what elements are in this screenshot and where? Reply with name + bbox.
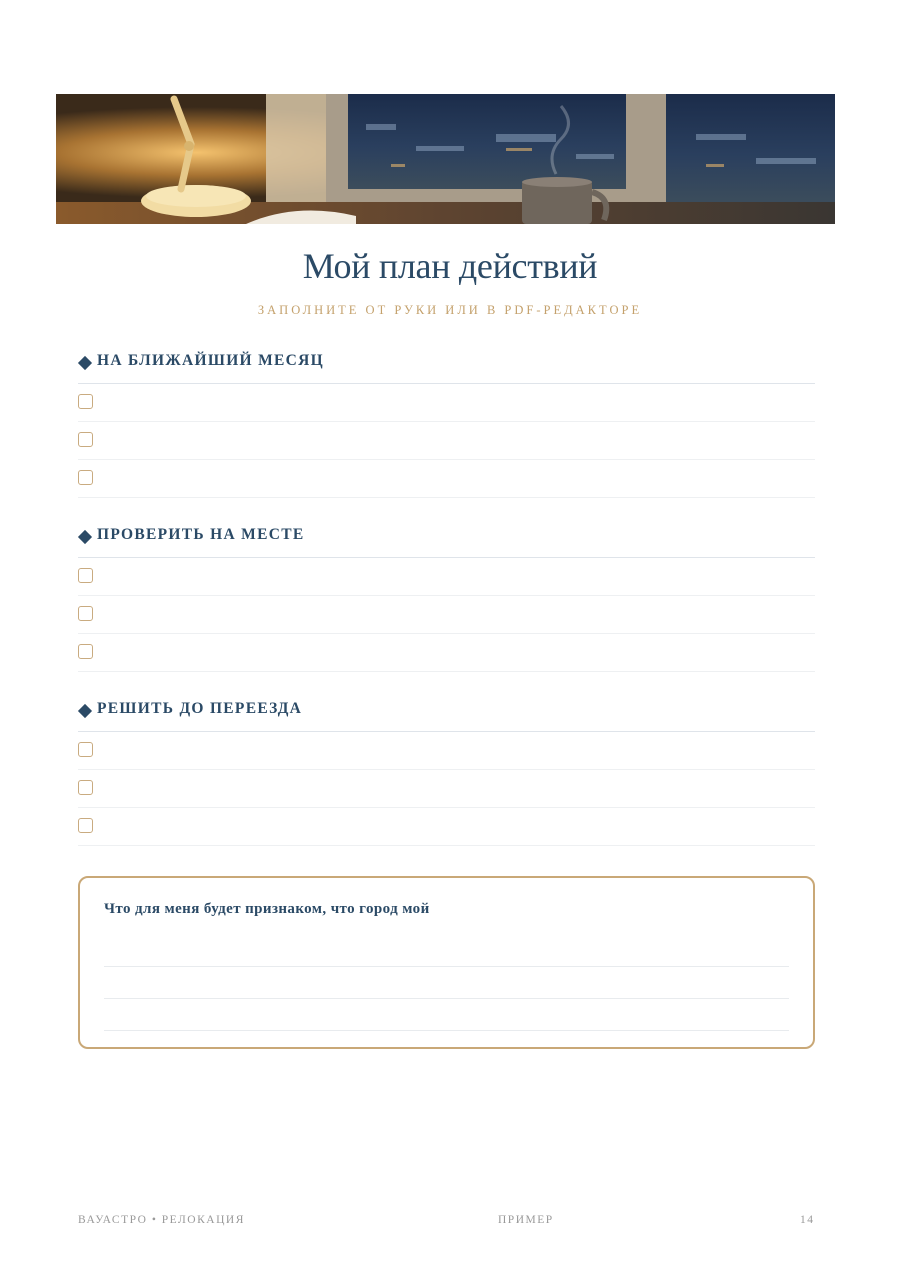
checklist-row: [78, 732, 815, 770]
checklist-row: [78, 596, 815, 634]
checkbox[interactable]: [78, 742, 93, 757]
hero-image: [56, 94, 835, 224]
section-title: РЕШИТЬ ДО ПЕРЕЕЗДА: [97, 700, 303, 717]
section-next-month: [78, 345, 815, 498]
checklist-row: [78, 808, 815, 846]
section-check-on-site: [78, 519, 815, 672]
checkbox[interactable]: [78, 432, 93, 447]
checklist-row: [78, 384, 815, 422]
checkbox[interactable]: [78, 780, 93, 795]
diamond-icon: [78, 704, 92, 718]
checklist-row: [78, 634, 815, 672]
page-number: 14: [800, 1214, 815, 1226]
checklist-row: [78, 460, 815, 498]
reflection-box: [78, 876, 815, 1049]
page-title: Мой план действий: [302, 246, 598, 286]
diamond-icon: [78, 530, 92, 544]
checkbox[interactable]: [78, 470, 93, 485]
section-title: НА БЛИЖАЙШИЙ МЕСЯЦ: [97, 352, 324, 369]
answer-line[interactable]: [104, 1030, 789, 1031]
section-title: ПРОВЕРИТЬ НА МЕСТЕ: [97, 526, 305, 543]
answer-line[interactable]: [104, 966, 789, 967]
checkbox[interactable]: [78, 606, 93, 621]
checkbox[interactable]: [78, 568, 93, 583]
checklist-row: [78, 558, 815, 596]
checklist-row: [78, 770, 815, 808]
checkbox[interactable]: [78, 394, 93, 409]
section-header: [78, 345, 815, 384]
checkbox[interactable]: [78, 818, 93, 833]
answer-line[interactable]: [104, 998, 789, 999]
reflection-question: Что для меня будет признаком, что город мой: [104, 901, 430, 917]
section-before-move: [78, 693, 815, 846]
footer-label: ПРИМЕР: [498, 1214, 554, 1226]
checklist-row: [78, 422, 815, 460]
section-header: [78, 519, 815, 558]
section-header: [78, 693, 815, 732]
page-subtitle: ЗАПОЛНИТЕ ОТ РУКИ ИЛИ В PDF-РЕДАКТОРЕ: [257, 303, 643, 317]
checkbox[interactable]: [78, 644, 93, 659]
footer-brand: ВАУАСТРО • РЕЛОКАЦИЯ: [78, 1214, 245, 1226]
diamond-icon: [78, 356, 92, 370]
